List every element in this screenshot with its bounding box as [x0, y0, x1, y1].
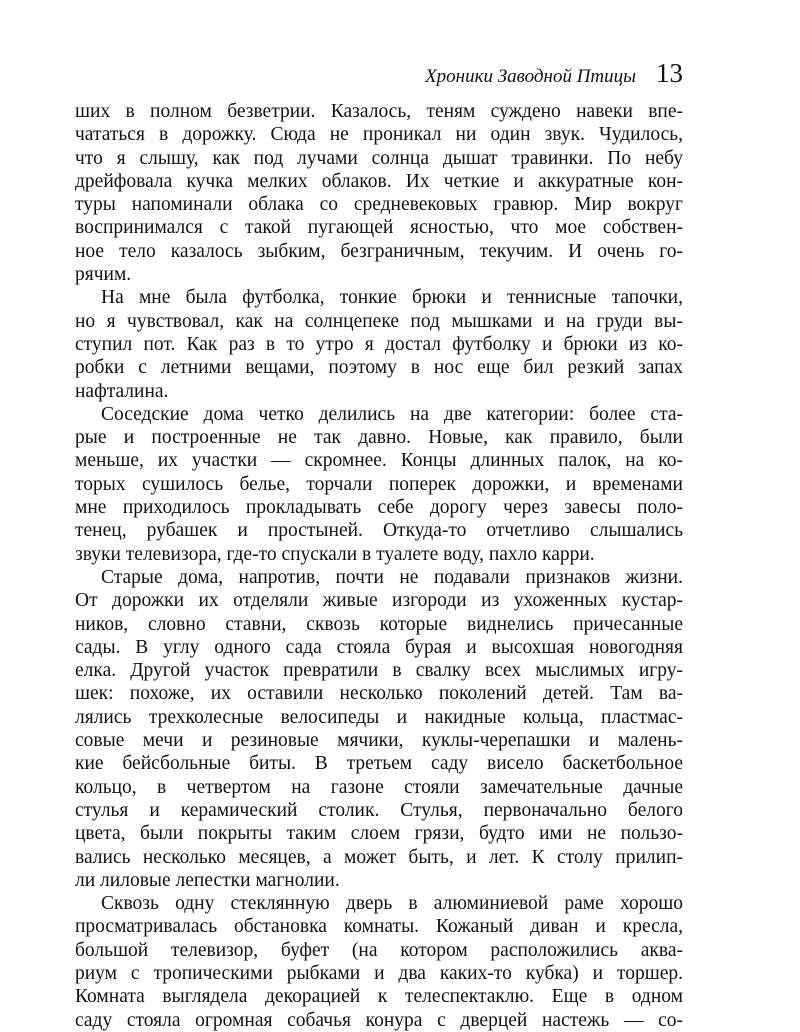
text-line: чататься в дорожку. Сюда не проникал ни один звук. Чудилось, [75, 124, 683, 146]
text-line: звуки телевизора, где-то спускали в туалете воду, пахло карри. [75, 543, 595, 565]
text-line: саду стояла огромная собачья конура с дверцей настежь — со- [75, 1009, 683, 1031]
text-line: ное тело казалось зыбким, безграничным, текучим. И очень го- [75, 240, 683, 262]
text-line: Старые дома, напротив, почти не подавали признаков жизни. [101, 566, 683, 588]
text-line: туры напоминали облака со средневековых гравюр. Мир вокруг [75, 194, 683, 216]
text-line: вались несколько месяцев, а может быть, и лет. К столу прилип- [75, 846, 683, 868]
text-line: сады. В углу одного сада стояла бурая и высохшая новогодняя [75, 636, 683, 658]
text-line: совые мечи и резиновые мячики, куклы-черепашки и малень- [75, 730, 683, 752]
text-line: мне приходилось прокладывать себе дорогу через завесы поло- [75, 497, 683, 519]
text-line: большой телевизор, буфет (на котором расположились аква- [75, 939, 683, 961]
text-line: лялись трехколесные велосипеды и накидные кольца, пластмас- [75, 706, 683, 728]
text-line: торых сушилось белье, торчали поперек дорожки, и временами [75, 473, 683, 495]
text-line: елка. Другой участок превратили в свалку всех мыслимых игру- [75, 660, 683, 682]
page-number: 13 [656, 58, 683, 88]
text-line: нафталина. [75, 380, 169, 402]
text-line: меньше, их участки — скромнее. Концы длинных палок, на ко- [75, 450, 683, 472]
text-line: ступил пот. Как раз в то утро я достал футболку и брюки из ко- [75, 333, 683, 355]
text-line: риум с тропическими рыбками и два каких-то кубка) и торшер. [75, 962, 683, 984]
text-line: робки с летними вещами, поэтому в нос еще бил резкий запах [75, 357, 683, 379]
text-line: кольцо, в четвертом на газоне стояли замечательные дачные [75, 776, 683, 798]
text-line: что я слышу, как под лучами солнца дышат травинки. По небу [75, 147, 683, 169]
text-line: но я чувствовал, как на солнцепеке под мышками и на груди вы- [75, 310, 683, 332]
text-line: рые и построенные не так давно. Новые, как правило, были [75, 427, 683, 449]
text-line: стулья и керамический столик. Стулья, первоначально белого [75, 799, 683, 821]
text-line: цвета, были покрыты таким слоем грязи, будто ими не пользо- [75, 823, 683, 845]
text-line: От дорожки их отделяли живые изгороди из ухоженных кустар- [75, 590, 683, 612]
text-line: Сквозь одну стеклянную дверь в алюминиевой раме хорошо [101, 893, 683, 915]
text-line: воспринимался с такой пугающей ясностью, что мое собствен- [75, 217, 683, 239]
text-line: шек: похоже, их оставили несколько поколений детей. Там ва- [75, 683, 683, 705]
text-line: тенец, рубашек и простыней. Откуда-то отчетливо слышались [75, 520, 683, 542]
running-head [75, 58, 683, 98]
text-line: Комната выглядела декорацией к телеспектаклю. Еще в одном [75, 986, 683, 1008]
body-text [75, 100, 683, 1032]
text-line: кие бейсбольные биты. В третьем саду висело баскетбольное [75, 753, 683, 775]
text-line: ли лиловые лепестки магнолии. [75, 869, 340, 891]
running-title: Хроники Заводной Птицы [425, 66, 636, 87]
text-line: дрейфовала кучка мелких облаков. Их четкие и аккуратные кон- [75, 170, 683, 192]
text-line: ников, словно ставни, сквозь которые виднелись причесанные [75, 613, 683, 635]
text-line: просматривалась обстановка комнаты. Кожаный диван и кресла, [75, 916, 683, 938]
text-line: На мне была футболка, тонкие брюки и теннисные тапочки, [101, 287, 683, 309]
text-line: Соседские дома четко делились на две категории: более ста- [101, 403, 683, 425]
text-line: рячим. [75, 264, 132, 286]
text-line: ших в полном безветрии. Казалось, теням суждено навеки впе- [75, 101, 683, 122]
